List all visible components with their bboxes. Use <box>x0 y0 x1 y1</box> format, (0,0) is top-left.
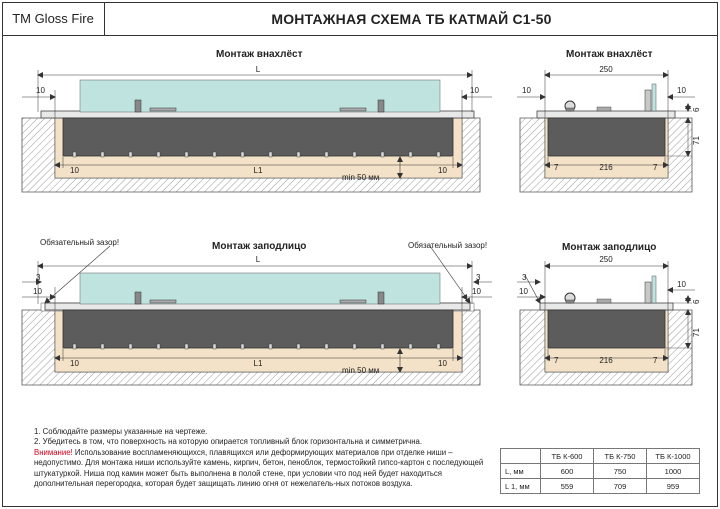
dim-side-3: 3 <box>522 273 527 282</box>
table-col-header: ТБ К-600 <box>541 449 594 464</box>
note-2: 2. Убедитесь в том, что поверхность на которую опирается топливный блок горизонтальна и симметрична. <box>34 437 422 447</box>
side-burner-block <box>548 118 665 156</box>
table-cell: 750 <box>594 464 647 479</box>
table-cell: 1000 <box>647 464 700 479</box>
table-row <box>501 464 700 479</box>
dim-L1: L1 <box>253 166 263 175</box>
table-header-row <box>501 449 700 464</box>
dim-min-50: min 50 мм <box>342 366 380 375</box>
table-cell: 959 <box>647 479 700 494</box>
dim-216: 216 <box>599 356 613 365</box>
table-col-header: ТБ К-750 <box>594 449 647 464</box>
dim-3-left: 3 <box>36 273 41 282</box>
dim-71: 71 <box>692 136 701 145</box>
dim-L1: L1 <box>253 359 263 368</box>
overlap-side-view <box>517 70 695 192</box>
side-support-plate <box>537 111 675 118</box>
dim-side-left-10: 10 <box>522 86 531 95</box>
dim-L: L <box>255 255 261 264</box>
installation-notes <box>34 427 486 489</box>
table-row-label: L, мм <box>501 464 541 479</box>
warning-note <box>34 448 486 490</box>
flush-side-title: Монтаж заподлицо <box>562 242 657 253</box>
dim-min-50: min 50 мм <box>342 173 380 182</box>
table-cell: 600 <box>541 464 594 479</box>
burner-block <box>63 118 453 156</box>
dim-L: L <box>255 65 261 74</box>
warning-word: Внимание! <box>34 447 73 457</box>
dim-216: 216 <box>599 163 613 172</box>
warning-text: Использование воспламеняющихся, плавящихся или деформирующих материалов при отделке ниши – недопустимо. Для монтажа ниши используйте камень, кирпич, бетон, пеноблок, термостойкий гипсо-картон с последующей штукатуркой. Ниша под камин может быть выполнена в полой стене, при условии что под ней будет находиться дополнительная перегородка, которая будет защищать линию огня от нежелатель-ных потоков воздуха. <box>34 447 484 489</box>
spec-table <box>500 448 700 494</box>
dim-right-10: 10 <box>470 86 479 95</box>
table-row <box>501 479 700 494</box>
dim-inner-left-10: 10 <box>70 359 79 368</box>
table-row-label: L 1, мм <box>501 479 541 494</box>
dim-side-right-10: 10 <box>677 280 686 289</box>
table-corner <box>501 449 541 464</box>
side-support-plate <box>540 303 673 310</box>
table-cell: 559 <box>541 479 594 494</box>
dim-6: 6 <box>692 107 701 112</box>
dim-71: 71 <box>692 328 701 337</box>
dim-7-left: 7 <box>554 356 559 365</box>
note-1: 1. Соблюдайте размеры указанные на чертеже. <box>34 427 208 436</box>
glass-panel <box>80 80 440 112</box>
side-burner-block <box>548 310 665 348</box>
dim-250: 250 <box>599 255 613 264</box>
dim-6: 6 <box>692 299 701 304</box>
dim-left-10: 10 <box>33 287 42 296</box>
dim-7-right: 7 <box>653 356 658 365</box>
dim-side-left-10: 10 <box>519 287 528 296</box>
page-title: МОНТАЖНАЯ СХЕМА ТБ КАТМАЙ С1-50 <box>105 2 718 36</box>
flush-front-title: Монтаж заподлицо <box>212 241 307 252</box>
dim-left-10: 10 <box>36 86 45 95</box>
dim-inner-right-10: 10 <box>438 359 447 368</box>
dim-7-right: 7 <box>653 163 658 172</box>
gap-note-right: Обязательный зазор! <box>408 241 488 250</box>
dim-inner-right-10: 10 <box>438 166 447 175</box>
dim-inner-left-10: 10 <box>70 166 79 175</box>
dim-250: 250 <box>599 65 613 74</box>
gap-note-left: Обязательный зазор! <box>40 238 120 247</box>
dim-right-10: 10 <box>472 287 481 296</box>
overlap-side-title: Монтаж внахлёст <box>566 49 653 60</box>
flush-side-view <box>517 261 695 385</box>
burner-block <box>63 310 453 348</box>
dim-side-right-10: 10 <box>677 86 686 95</box>
table-col-header: ТБ К-1000 <box>647 449 700 464</box>
overlap-front-title: Монтаж внахлёст <box>216 49 303 60</box>
dim-3-right: 3 <box>476 273 481 282</box>
glass-panel <box>80 273 440 304</box>
table-cell: 709 <box>594 479 647 494</box>
dim-7-left: 7 <box>554 163 559 172</box>
brand-label: TM Gloss Fire <box>2 2 105 36</box>
